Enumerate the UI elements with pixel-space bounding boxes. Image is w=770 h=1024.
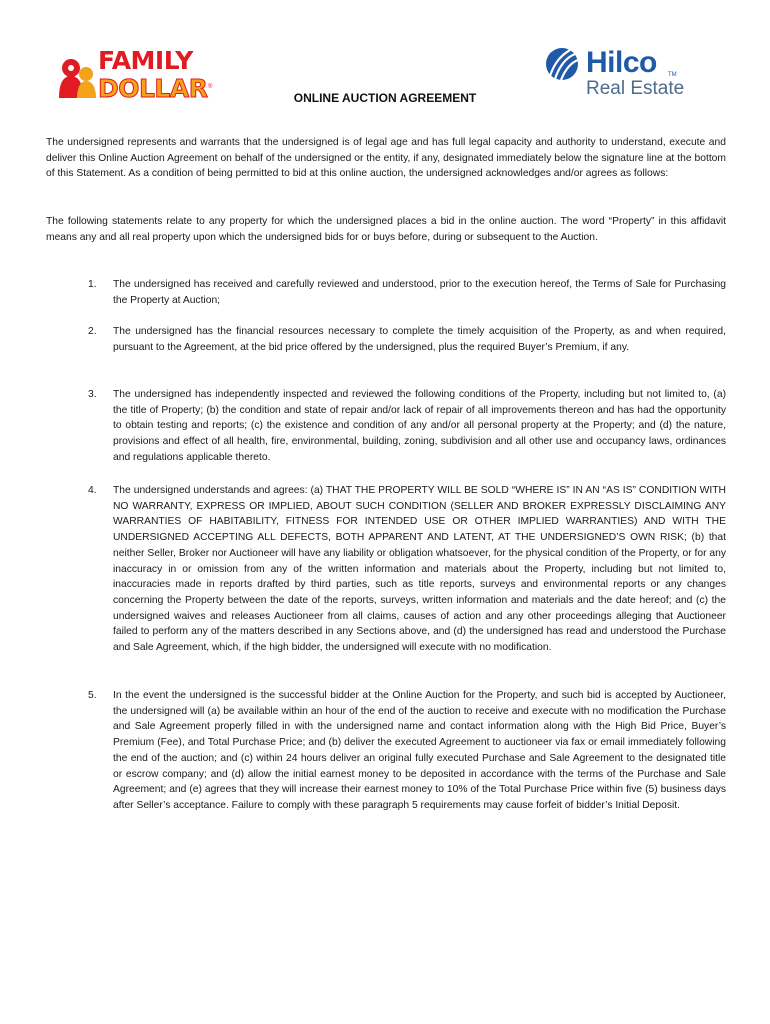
list-item-number: 4. [88, 485, 97, 496]
hilco-globe-icon [544, 46, 580, 82]
intro-paragraph-1: The undersigned represents and warrants that the undersigned is of legal age and has full legal capacity and authority to understand, execute and deliver this Online Auction Agreement on behalf of the undersigned or the entity, if any, designated immediately below the signature line at the bottom of this Statement. As a condition of being permitted to bid at this online auction, the undersigned acknowledges and/or agrees as follows: [46, 137, 726, 180]
list-item-text: The undersigned has received and carefully reviewed and understood, prior to the execution hereof, the Terms of Sale for Purchasing the Property at Auction; [113, 279, 726, 306]
list-item-number: 2. [88, 326, 97, 337]
family-dollar-line1: FAMILY [98, 46, 193, 75]
intro-paragraph-2: The following statements relate to any property for which the undersigned places a bid in the online auction. The word “Property” in this affidavit means any and all real property upon which the undersigned bids for or buys before, during or subsequent to the Auction. [46, 216, 726, 243]
family-dollar-registered-mark: ® [208, 84, 213, 90]
document-title: ONLINE AUCTION AGREEMENT [293, 91, 477, 105]
list-item-text: The undersigned has the financial resources necessary to complete the timely acquisition of the Property, as and when required, pursuant to the Agreement, at the bid price offered by the undersigned, plus the required Buyer’s Premium, if any. [113, 326, 726, 353]
list-item-number: 3. [88, 389, 97, 400]
list-item-text: The undersigned understands and agrees: (a) THAT THE PROPERTY WILL BE SOLD “WHERE IS” IN AN “AS IS” CONDITION WITH NO WARRANTY, EXPRESS OR IMPLIED, ABOUT SUCH CONDITION (SELLER AND BROKER EXPRESSLY DISCLAIMING ANY WARRANTIES OF HABITABILITY, FITNESS FOR INTENDED USE OR OTHER IMPLIED WARRANTIES) AND WITH THE UNDERSIGNED ACCEPTING ALL DEFECTS, BOTH APPARENT AND LATENT, AT THE UNDERSIGNED’S OWN RISK; (b) that neither Seller, Broker nor Auctioneer will have any liability or obligation whatsoever, for the physical condition of the Property, or for any inaccuracy in or omission from any of the written information and materials about the Property, including but not limited to, inaccuracies made in reports drafted by third parties, such as title reports, surveys and environmental reports or any changes concerning the Property between the date of the reports, surveys, written information and materials and the date hereof; and (c) the undersigned waives and releases Auctioneer from all claims, causes of action and any other proceedings alleging that Auctioneer failed to perform any of the matters described in any Sections above, and (d) the undersigned has read and understood the Purchase and Sale Agreement, which, if the high bidder, the undersigned will execute with no modification. [113, 485, 726, 654]
hilco-name: Hilco [586, 46, 657, 79]
hilco-subtitle: Real Estate [586, 78, 685, 99]
list-item-text: The undersigned has independently inspected and reviewed the following conditions of the Property, including but not limited to, (a) the title of Property; (b) the condition and state of repair and/or lack of repair of all improvements thereon and has had the opportunity to obtain testing and reports; (c) the existence and condition of any and/or all personal property at the Property; and (d) the nature, provisions and effect of all health, fire, environmental, building, zoning, subdivision and all other use and occupancy laws, ordinances and regulations applicable thereto. [113, 389, 726, 463]
hilco-trademark: TM [668, 72, 677, 78]
family-dollar-line2: DOLLAR [98, 74, 208, 103]
list-item-number: 5. [88, 690, 97, 701]
list-item-text: In the event the undersigned is the successful bidder at the Online Auction for the Property, and such bid is accepted by Auctioneer, the undersigned will (a) be available within an hour of the end of the auction to receive and execute with no modification the Purchase and Sale Agreement properly filled in with the undersigned name and contact information along with the High Bid Price, Buyer’s Premium (Fee), and Total Purchase Price; and (b) deliver the executed Agreement to auctioneer via fax or email immediately following the end of the auction; and (c) within 24 hours deliver an original fully executed Purchase and Sale Agreement to the designated title or escrow company; and (d) allow the initial earnest money to be deposited in accordance with the terms of the Purchase and Sale Agreement; and (e) agrees that they will increase their earnest money to 10% of the Total Purchase Price within five (5) business days after Seller’s acceptance. Failure to comply with these paragraph 5 requirements may cause forfeit of bidder’s Initial Deposit. [113, 690, 726, 811]
list-item-number: 1. [88, 279, 97, 290]
